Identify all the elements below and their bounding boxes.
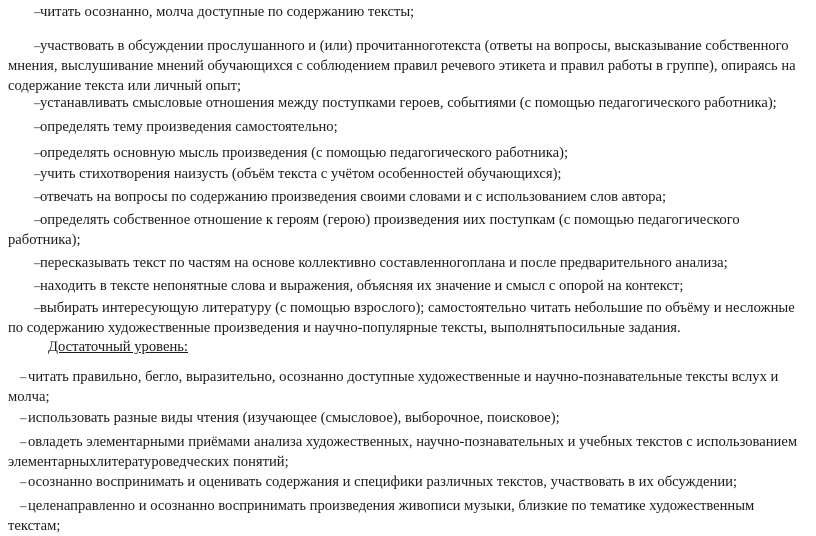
item-text: устанавливать смысловые отношения между поступками героев, событиями (с помощью педагогического работника); <box>40 95 777 111</box>
item-text: определять тему произведения самостоятельно; <box>40 119 338 135</box>
bullet-dash: – <box>34 38 41 53</box>
item-text: выбирать интересующую литературу (с помощью взрослого); самостоятельно читать небольшие по объёму и несложные по содержанию художественные произведения и научно-популярные тексты, выполнятьпосильные задания. <box>8 300 795 336</box>
item-text: участвовать в обсуждении прослушанного и (или) прочитанноготекста (ответы на вопросы, высказывание собственного мнения, выслушивание мнений обучающихся с соблюдением правил речевого этикета и правил работы в группе), опираясь на содержание текста или личный опыт; <box>8 38 796 94</box>
list-item <box>8 187 806 207</box>
item-text: читать осознанно, молча доступные по содержанию тексты; <box>40 4 415 20</box>
item-text: отвечать на вопросы по содержанию произведения своими словами и с использованием слов автора; <box>40 189 666 205</box>
item-text: учить стихотворения наизусть (объём текста с учётом особенностей обучающихся); <box>40 166 562 182</box>
list-item <box>8 2 806 22</box>
list-item <box>8 432 806 472</box>
list-item <box>8 164 806 184</box>
item-text: использовать разные виды чтения (изучающее (смысловое), выборочное, поисковое); <box>28 410 560 426</box>
item-text: целенаправленно и осознанно воспринимать произведения живописи музыки, близкие по тематике художественным текстам; <box>8 498 755 534</box>
list-item <box>8 298 806 338</box>
section-heading: Достаточный уровень: <box>48 339 188 355</box>
bullet-dash: – <box>34 278 41 293</box>
bullet-dash: – <box>20 369 27 384</box>
item-text: читать правильно, бегло, выразительно, осознанно доступные художественные и научно-познавательные тексты вслух и молча; <box>8 369 779 405</box>
list-item <box>8 367 806 407</box>
list-item <box>8 143 806 163</box>
item-text: пересказывать текст по частям на основе коллективно составленногоплана и после предварительного анализа; <box>40 255 728 271</box>
list-item <box>8 117 806 137</box>
item-text: определять собственное отношение к героям (герою) произведения иих поступкам (с помощью педагогического работника); <box>8 212 740 248</box>
bullet-dash: – <box>20 410 27 425</box>
bullet-dash: – <box>20 498 27 513</box>
bullet-dash: – <box>34 119 41 134</box>
item-text: осознанно воспринимать и оценивать содержания и специфики различных текстов, участвовать в их обсуждении; <box>28 474 738 490</box>
bullet-dash: – <box>34 300 41 315</box>
bullet-dash: – <box>20 474 27 489</box>
item-text: определять основную мысль произведения (с помощью педагогического работника); <box>40 145 569 161</box>
list-item <box>8 472 806 492</box>
bullet-dash: – <box>34 189 41 204</box>
list-item <box>8 276 806 296</box>
list-item <box>8 210 806 250</box>
bullet-dash: – <box>34 255 41 270</box>
bullet-dash: – <box>20 434 27 449</box>
list-item <box>8 496 806 536</box>
list-item <box>8 253 806 273</box>
bullet-dash: – <box>34 4 41 19</box>
bullet-dash: – <box>34 212 41 227</box>
bullet-dash: – <box>34 145 41 160</box>
bullet-dash: – <box>34 95 41 110</box>
list-item <box>8 36 806 96</box>
list-item <box>8 93 806 113</box>
list-item <box>8 408 806 428</box>
item-text: находить в тексте непонятные слова и выражения, объясняя их значение и смысл с опорой на контекст; <box>40 278 684 294</box>
item-text: овладеть элементарными приёмами анализа художественных, научно-познавательных и учебных текстов с использованием элементарныхлитературоведческих понятий; <box>8 434 798 470</box>
bullet-dash: – <box>34 166 41 181</box>
